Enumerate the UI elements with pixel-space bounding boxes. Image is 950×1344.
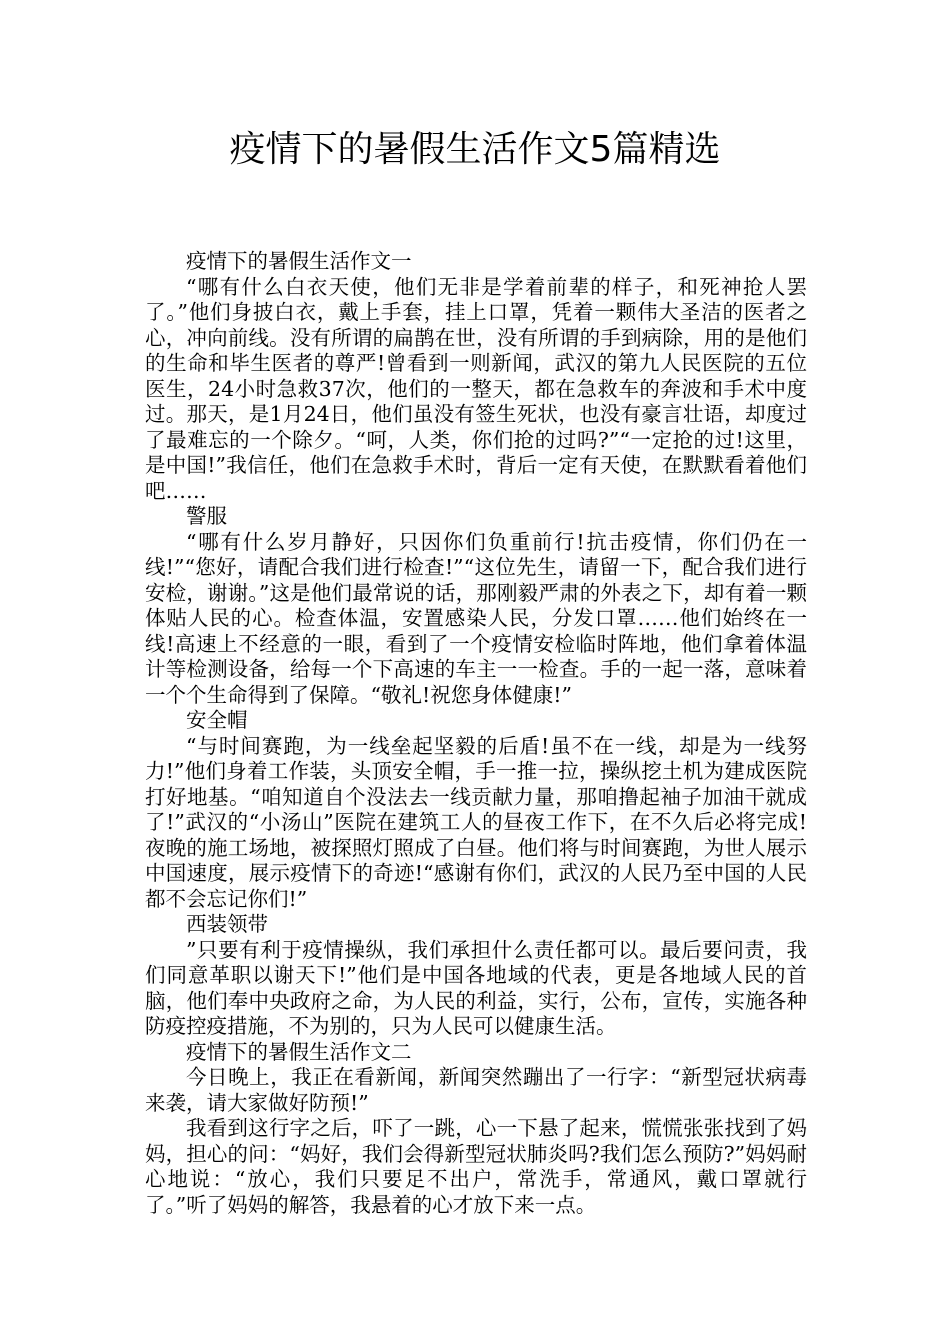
paragraph: “哪有什么岁月静好，只因你们负重前行!抗击疫情，你们仍在一线!”“您好，请配合我们进行检查!”“这位先生，请留一下，配合我们进行安检，谢谢。”这是他们最常说的话，那刚毅严肃的外表之下，却有着一颗体贴人民的心。检查体温，安置感染人民，分发口罩……他们始终在一线!高速上不经意的一眼，看到了一个疫情安检临时阵地，他们拿着体温计等检测设备，给每一个下高速的车主一一检查。手的一起一落，意味着一个个生命得到了保障。“敬礼!祝您身体健康!” (145, 529, 807, 707)
section-heading: 西装领带 (186, 912, 268, 936)
section-heading: 安全帽 (186, 708, 248, 732)
section-heading: 疫情下的暑假生活作文一 (186, 249, 412, 273)
paragraph: “与时间赛跑，为一线垒起坚毅的后盾!虽不在一线，却是为一线努力!”他们身着工作装，头顶安全帽，手一推一拉，操纵挖土机为建成医院打好地基。“咱知道自个没法去一线贡献力量，那咱撸起袖子加油干就成了!”武汉的“小汤山”医院在建筑工人的昼夜工作下，在不久后必将完成!夜晚的施工场地，被探照灯照成了白昼。他们将与时间赛跑，为世人展示中国速度，展示疫情下的奇迹!“感谢有你们，武汉的人民乃至中国的人民都不会忘记你们!” (145, 733, 807, 911)
paragraph: 今日晚上，我正在看新闻，新闻突然蹦出了一行字：“新型冠状病毒来袭，请大家做好防预!” (145, 1065, 807, 1115)
section-heading: 疫情下的暑假生活作文二 (186, 1039, 412, 1064)
paragraph: 我看到这行字之后，吓了一跳，心一下悬了起来，慌慌张张找到了妈妈，担心的问：“妈好，我们会得新型冠状肺炎吗?我们怎么预防?”妈妈耐心地说：“放心，我们只要足不出户，常洗手，常通风，戴口罩就行了。”听了妈妈的解答，我悬着的心才放下来一点。 (145, 1116, 807, 1217)
paragraph: ”只要有利于疫情操纵，我们承担什么责任都可以。最后要问责，我们同意革职以谢天下!”他们是中国各地域的代表，更是各地域人民的首脑，他们奉中央政府之命，为人民的利益，实行，公布，宣传，实施各种防疫控疫措施，不为别的，只为人民可以健康生活。 (145, 937, 807, 1038)
document-title: 疫情下的暑假生活作文5篇精选 (229, 129, 721, 170)
paragraph: “哪有什么白衣天使，他们无非是学着前辈的样子，和死神抢人罢了。”他们身披白衣，戴上手套，挂上口罩，凭着一颗伟大圣洁的医者之心，冲向前线。没有所谓的扁鹊在世，没有所谓的手到病除，用的是他们的生命和毕生医者的尊严!曾看到一则新闻，武汉的第九人民医院的五位医生，24小时急救37次，他们的一整天，都在急救车的奔波和手术中度过。那天，是1月24日，他们虽没有签生死状，也没有豪言壮语，却度过了最难忘的一个除夕。“呵，人类，你们抢的过吗?”“一定抢的过!这里，是中国!”我信任，他们在急救手术时，背后一定有天使，在默默看着他们吧…… (145, 274, 807, 503)
section-heading: 警服 (186, 504, 227, 528)
document-body (145, 249, 807, 1218)
